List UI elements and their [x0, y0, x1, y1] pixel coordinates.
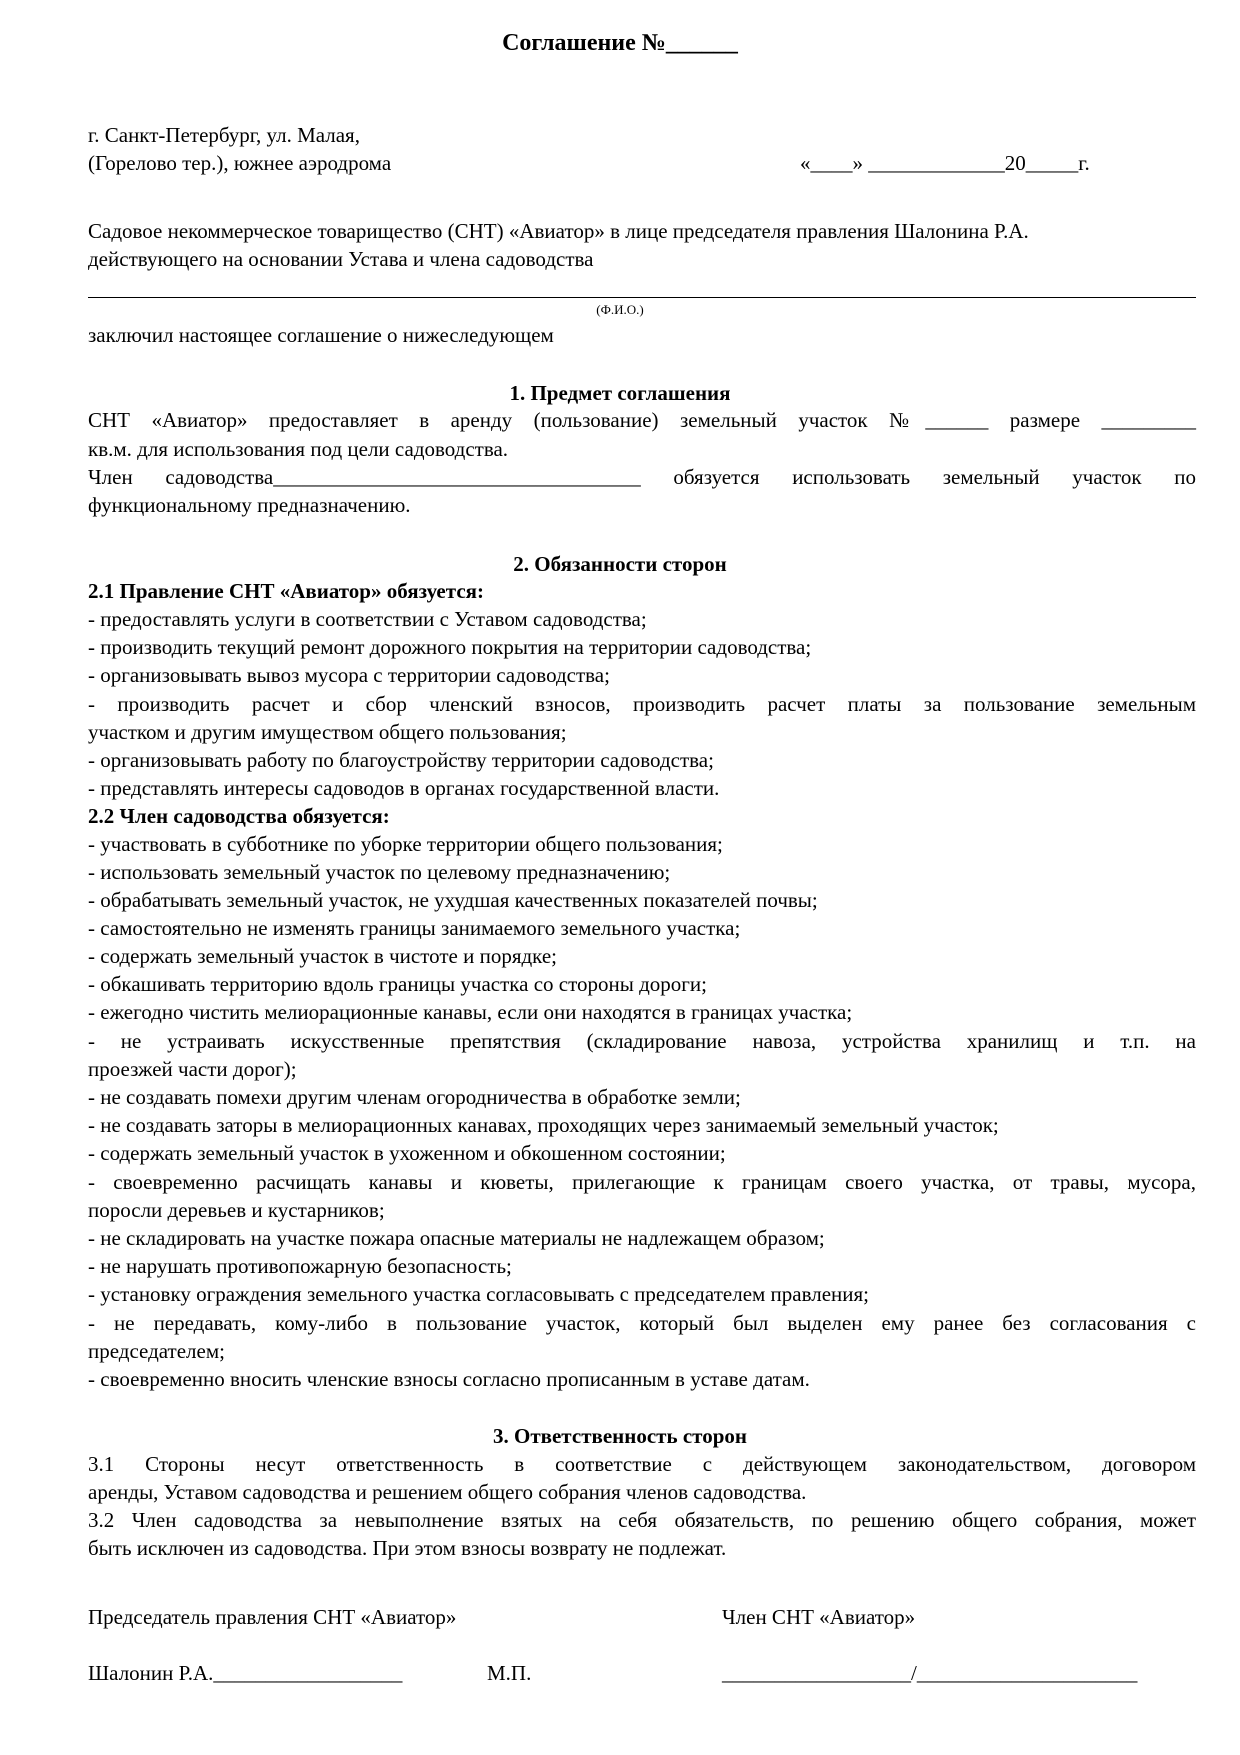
- list-item: - предоставлять услуги в соответствии с Уставом садоводства;: [88, 607, 647, 631]
- list-item: - организовывать вывоз мусора с территории садоводства;: [88, 663, 610, 687]
- section1-heading: 1. Предмет соглашения: [509, 381, 731, 405]
- list-item: - не передавать, кому-либо в пользование участок, который был выделен ему ранее без согласования с: [88, 1311, 1196, 1335]
- list-item: - участвовать в субботнике по уборке территории общего пользования;: [88, 832, 723, 856]
- list-item: - не складировать на участке пожара опасные материалы не надлежащем образом;: [88, 1226, 825, 1250]
- chairman-signature-line[interactable]: Шалонин Р.А.__________________: [88, 1661, 403, 1685]
- date-line: «____» _____________20_____г.: [800, 151, 1090, 175]
- list-item: - своевременно вносить членские взносы согласно прописанным в уставе датам.: [88, 1367, 810, 1391]
- list-item: - производить расчет и сбор членский взносов, производить расчет платы за пользование земельным: [88, 692, 1196, 716]
- list-item: - не создавать заторы в мелиорационных канавах, проходящих через занимаемый земельный участок;: [88, 1113, 999, 1137]
- list-item: проезжей части дорог);: [88, 1057, 297, 1081]
- list-item: - установку ограждения земельного участка согласовывать с председателем правления;: [88, 1282, 870, 1306]
- member-signature-line[interactable]: __________________/_____________________: [722, 1661, 1138, 1685]
- list-item: поросли деревьев и кустарников;: [88, 1198, 385, 1222]
- section1-line-4: функциональному предназначению.: [88, 493, 411, 517]
- stamp-placeholder: М.П.: [487, 1661, 532, 1685]
- address-line-2: (Горелово тер.), южнее аэродрома: [88, 151, 392, 175]
- section2-sub1: 2.1 Правление СНТ «Авиатор» обязуется:: [88, 579, 484, 603]
- list-item: - использовать земельный участок по целевому предназначению;: [88, 860, 671, 884]
- section2-sub2: 2.2 Член садоводства обязуется:: [88, 804, 390, 828]
- list-item: - не нарушать противопожарную безопасность;: [88, 1254, 512, 1278]
- list-item: участком и другим имуществом общего пользования;: [88, 720, 567, 744]
- address-line-1: г. Санкт-Петербург, ул. Малая,: [88, 123, 360, 147]
- list-item: - содержать земельный участок в ухоженном и обкошенном состоянии;: [88, 1141, 726, 1165]
- member-title: Член СНТ «Авиатор»: [722, 1605, 916, 1629]
- list-item: - самостоятельно не изменять границы занимаемого земельного участка;: [88, 916, 741, 940]
- section3-line-1: 3.1 Стороны несут ответственность в соответствие с действующем законодательством, договором: [88, 1452, 1196, 1476]
- intro-line-3: заключил настоящее соглашение о нижеследующем: [88, 323, 554, 347]
- section3-line-3: 3.2 Член садоводства за невыполнение взятых на себя обязательств, по решению общего собрания, может: [88, 1508, 1196, 1532]
- list-item: - не создавать помехи другим членам огородничества в обработке земли;: [88, 1085, 741, 1109]
- list-item: - своевременно расчищать канавы и кюветы, прилегающие к границам своего участка, от травы, мусора,: [88, 1170, 1196, 1194]
- document-title: Соглашение №______: [502, 30, 738, 56]
- intro-line-1: Садовое некоммерческое товарищество (СНТ) «Авиатор» в лице председателя правления Шалонина Р.А.: [88, 219, 1029, 243]
- section3-line-2: аренды, Уставом садоводства и решением общего собрания членов садоводства.: [88, 1480, 807, 1504]
- list-item: - ежегодно чистить мелиорационные канавы, если они находятся в границах участка;: [88, 1000, 853, 1024]
- section1-line-3: Член садоводства___________________________________ обязуется использовать земельный участок по: [88, 465, 1196, 489]
- list-item: - производить текущий ремонт дорожного покрытия на территории садоводства;: [88, 635, 812, 659]
- list-item: - обкашивать территорию вдоль границы участка со стороны дороги;: [88, 972, 707, 996]
- list-item: председателем;: [88, 1339, 225, 1363]
- section1-line-2: кв.м. для использования под цели садоводства.: [88, 437, 509, 461]
- list-item: - обрабатывать земельный участок, не ухудшая качественных показателей почвы;: [88, 888, 818, 912]
- intro-line-2: действующего на основании Устава и члена садоводства: [88, 247, 594, 271]
- section3-heading: 3. Ответственность сторон: [492, 1424, 747, 1448]
- section3-line-4: быть исключен из садоводства. При этом взносы возврату не подлежат.: [88, 1536, 727, 1560]
- list-item: - представлять интересы садоводов в органах государственной власти.: [88, 776, 720, 800]
- section2-heading: 2. Обязанности сторон: [513, 552, 727, 576]
- section1-line-1: СНТ «Авиатор» предоставляет в аренду (пользование) земельный участок №______ размере _________: [88, 408, 1196, 432]
- chairman-title: Председатель правления СНТ «Авиатор»: [88, 1605, 457, 1629]
- list-item: - содержать земельный участок в чистоте и порядке;: [88, 944, 557, 968]
- list-item: - не устраивать искусственные препятствия (складирование навоза, устройства хранилищ и т.п. на: [88, 1029, 1196, 1053]
- fio-caption: (Ф.И.О.): [596, 302, 644, 317]
- list-item: - организовывать работу по благоустройству территории садоводства;: [88, 748, 714, 772]
- fio-underline: [88, 297, 1196, 298]
